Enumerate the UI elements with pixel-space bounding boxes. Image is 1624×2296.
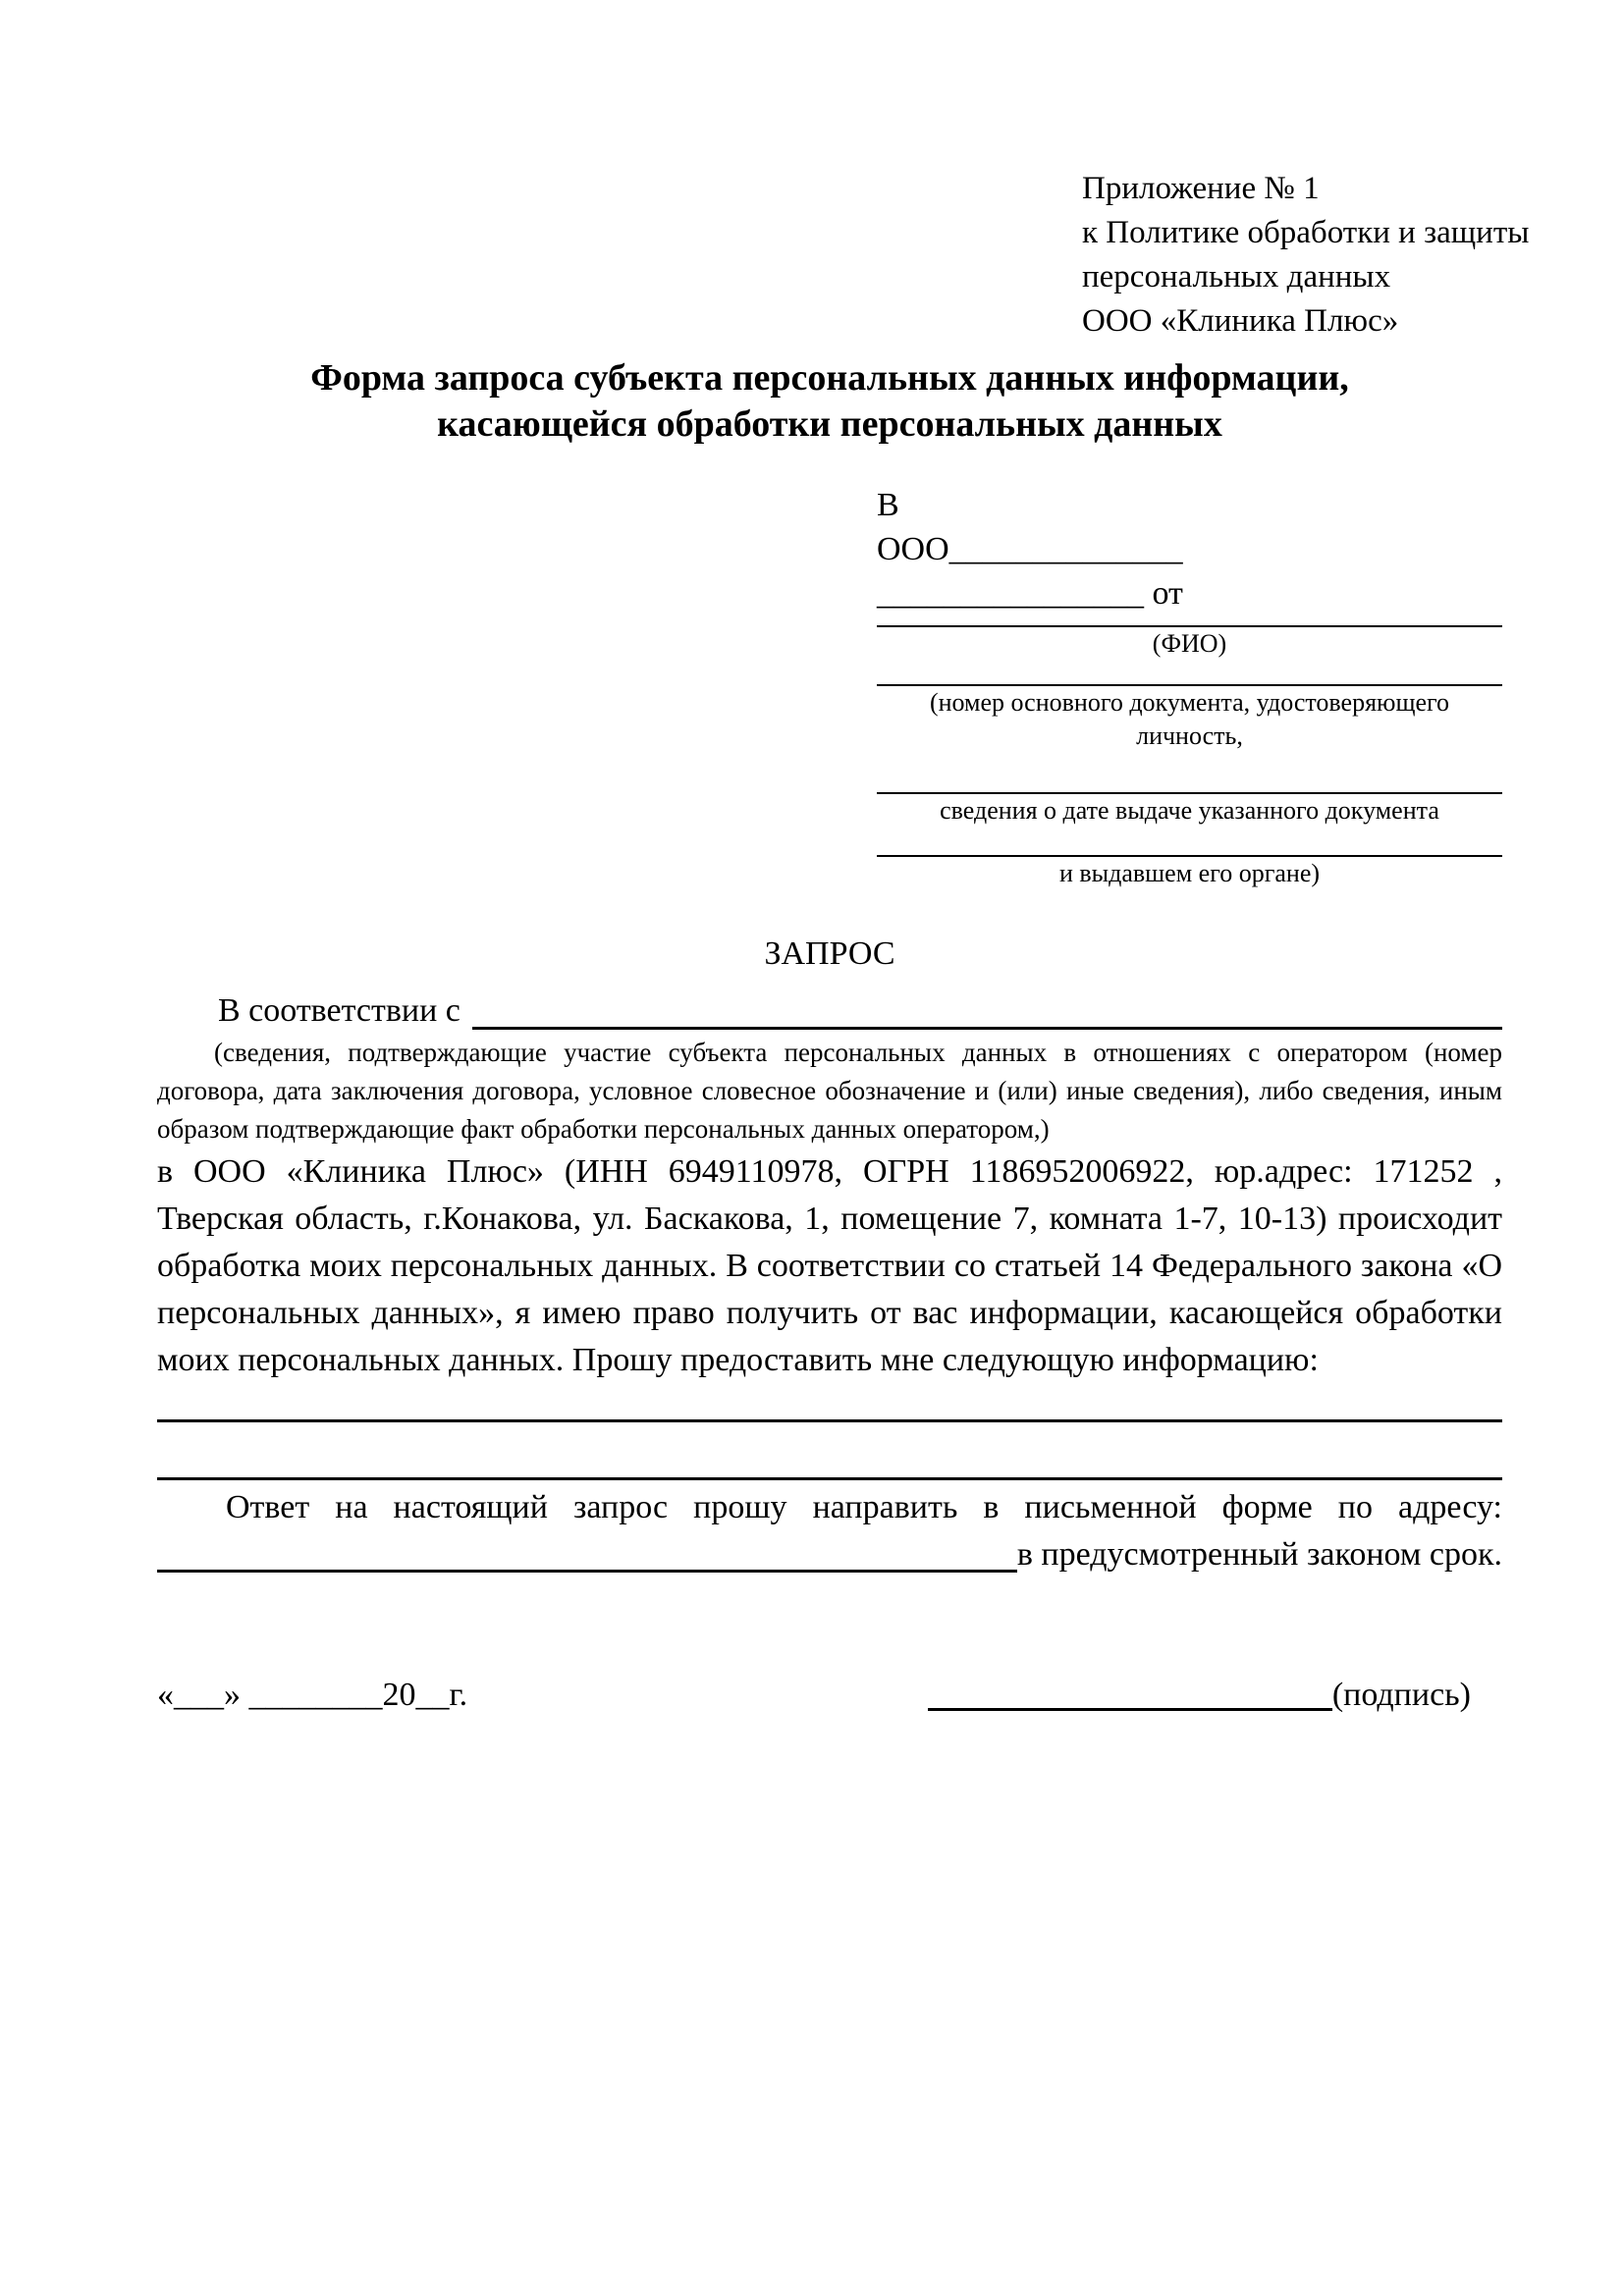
- intro-row: [157, 988, 1502, 1034]
- addressee-block: [877, 483, 1502, 890]
- info-fill-line-1: [157, 1419, 1502, 1422]
- signature-caption: (подпись): [1331, 1677, 1471, 1713]
- address-fill-line: [157, 1570, 1017, 1573]
- page-title: Форма запроса субъекта персональных данных информации, касающейся обработки персональных данных: [310, 357, 1349, 445]
- annex-line: персональных данных: [1082, 259, 1391, 294]
- signature-fill-line: [928, 1708, 1332, 1711]
- fio-fill-line: [877, 615, 1502, 627]
- basis-fill-line: [472, 1027, 1502, 1030]
- date-field: «___» ________20__г.: [157, 1677, 468, 1713]
- answer-address-row: [157, 1531, 1502, 1578]
- doc-number-caption: (номер основного документа, удостоверяющего личность,: [929, 688, 1450, 750]
- answer-paragraph: Ответ на настоящий запрос прошу направить в письменной форме по адресу:: [226, 1489, 1502, 1525]
- issue-org-field-group: [877, 828, 1502, 890]
- issue-date-caption: сведения о дате выдаче указанного документа: [940, 796, 1439, 825]
- footer-row: [157, 1673, 1502, 1718]
- addressee-to: В: [877, 487, 899, 523]
- doc-number-fill-line: [877, 661, 1502, 686]
- fio-caption: (ФИО): [1152, 629, 1227, 658]
- issue-org-caption: и выдавшем его органе): [1058, 859, 1321, 887]
- request-heading: ЗАПРОС: [764, 935, 895, 972]
- annex-reference-block: [1082, 167, 1530, 344]
- issue-org-fill-line: [877, 828, 1502, 857]
- footnote-text: (сведения, подтверждающие участие субъекта персональных данных в отношениях с оператором (номер договора, дата заключения договора, условное словесное обозначение и (или) иные сведения), либо сведения, иным образом подтверждающие факт обработки персональных данных оператором,): [157, 1038, 1502, 1144]
- company-name-field: ООО______________: [877, 531, 1183, 567]
- info-fill-line-2: [157, 1477, 1502, 1480]
- body-paragraph: в ООО «Клиника Плюс» (ИНН 6949110978, ОГРН 1186952006922, юр.адрес: 171252 , Тверская область, г.Конакова, ул. Баскакова, 1, помещение 7, комната 1-7, 10-13) происходит обработка моих персональных данных. В соответствии со статьей 14 Федерального закона «О персональных данных», я имею право получить от вас информации, касающейся обработки моих персональных данных. Прошу предоставить мне следующую информацию:: [157, 1153, 1502, 1378]
- answer-suffix-text: в предусмотренный законом срок.: [1016, 1536, 1502, 1573]
- issue-date-fill-line: [877, 753, 1502, 794]
- fio-field-group: [877, 615, 1502, 661]
- issue-date-field-group: [877, 753, 1502, 828]
- annex-line: Приложение № 1: [1082, 171, 1320, 206]
- intro-text: В соответствии с: [218, 992, 460, 1029]
- annex-line: к Политике обработки и защиты: [1082, 215, 1530, 250]
- applicant-from-field: ________________ от: [877, 575, 1183, 612]
- annex-line: ООО «Клиника Плюс»: [1082, 303, 1399, 339]
- doc-number-field-group: [877, 661, 1502, 753]
- signature-group: [928, 1673, 1471, 1718]
